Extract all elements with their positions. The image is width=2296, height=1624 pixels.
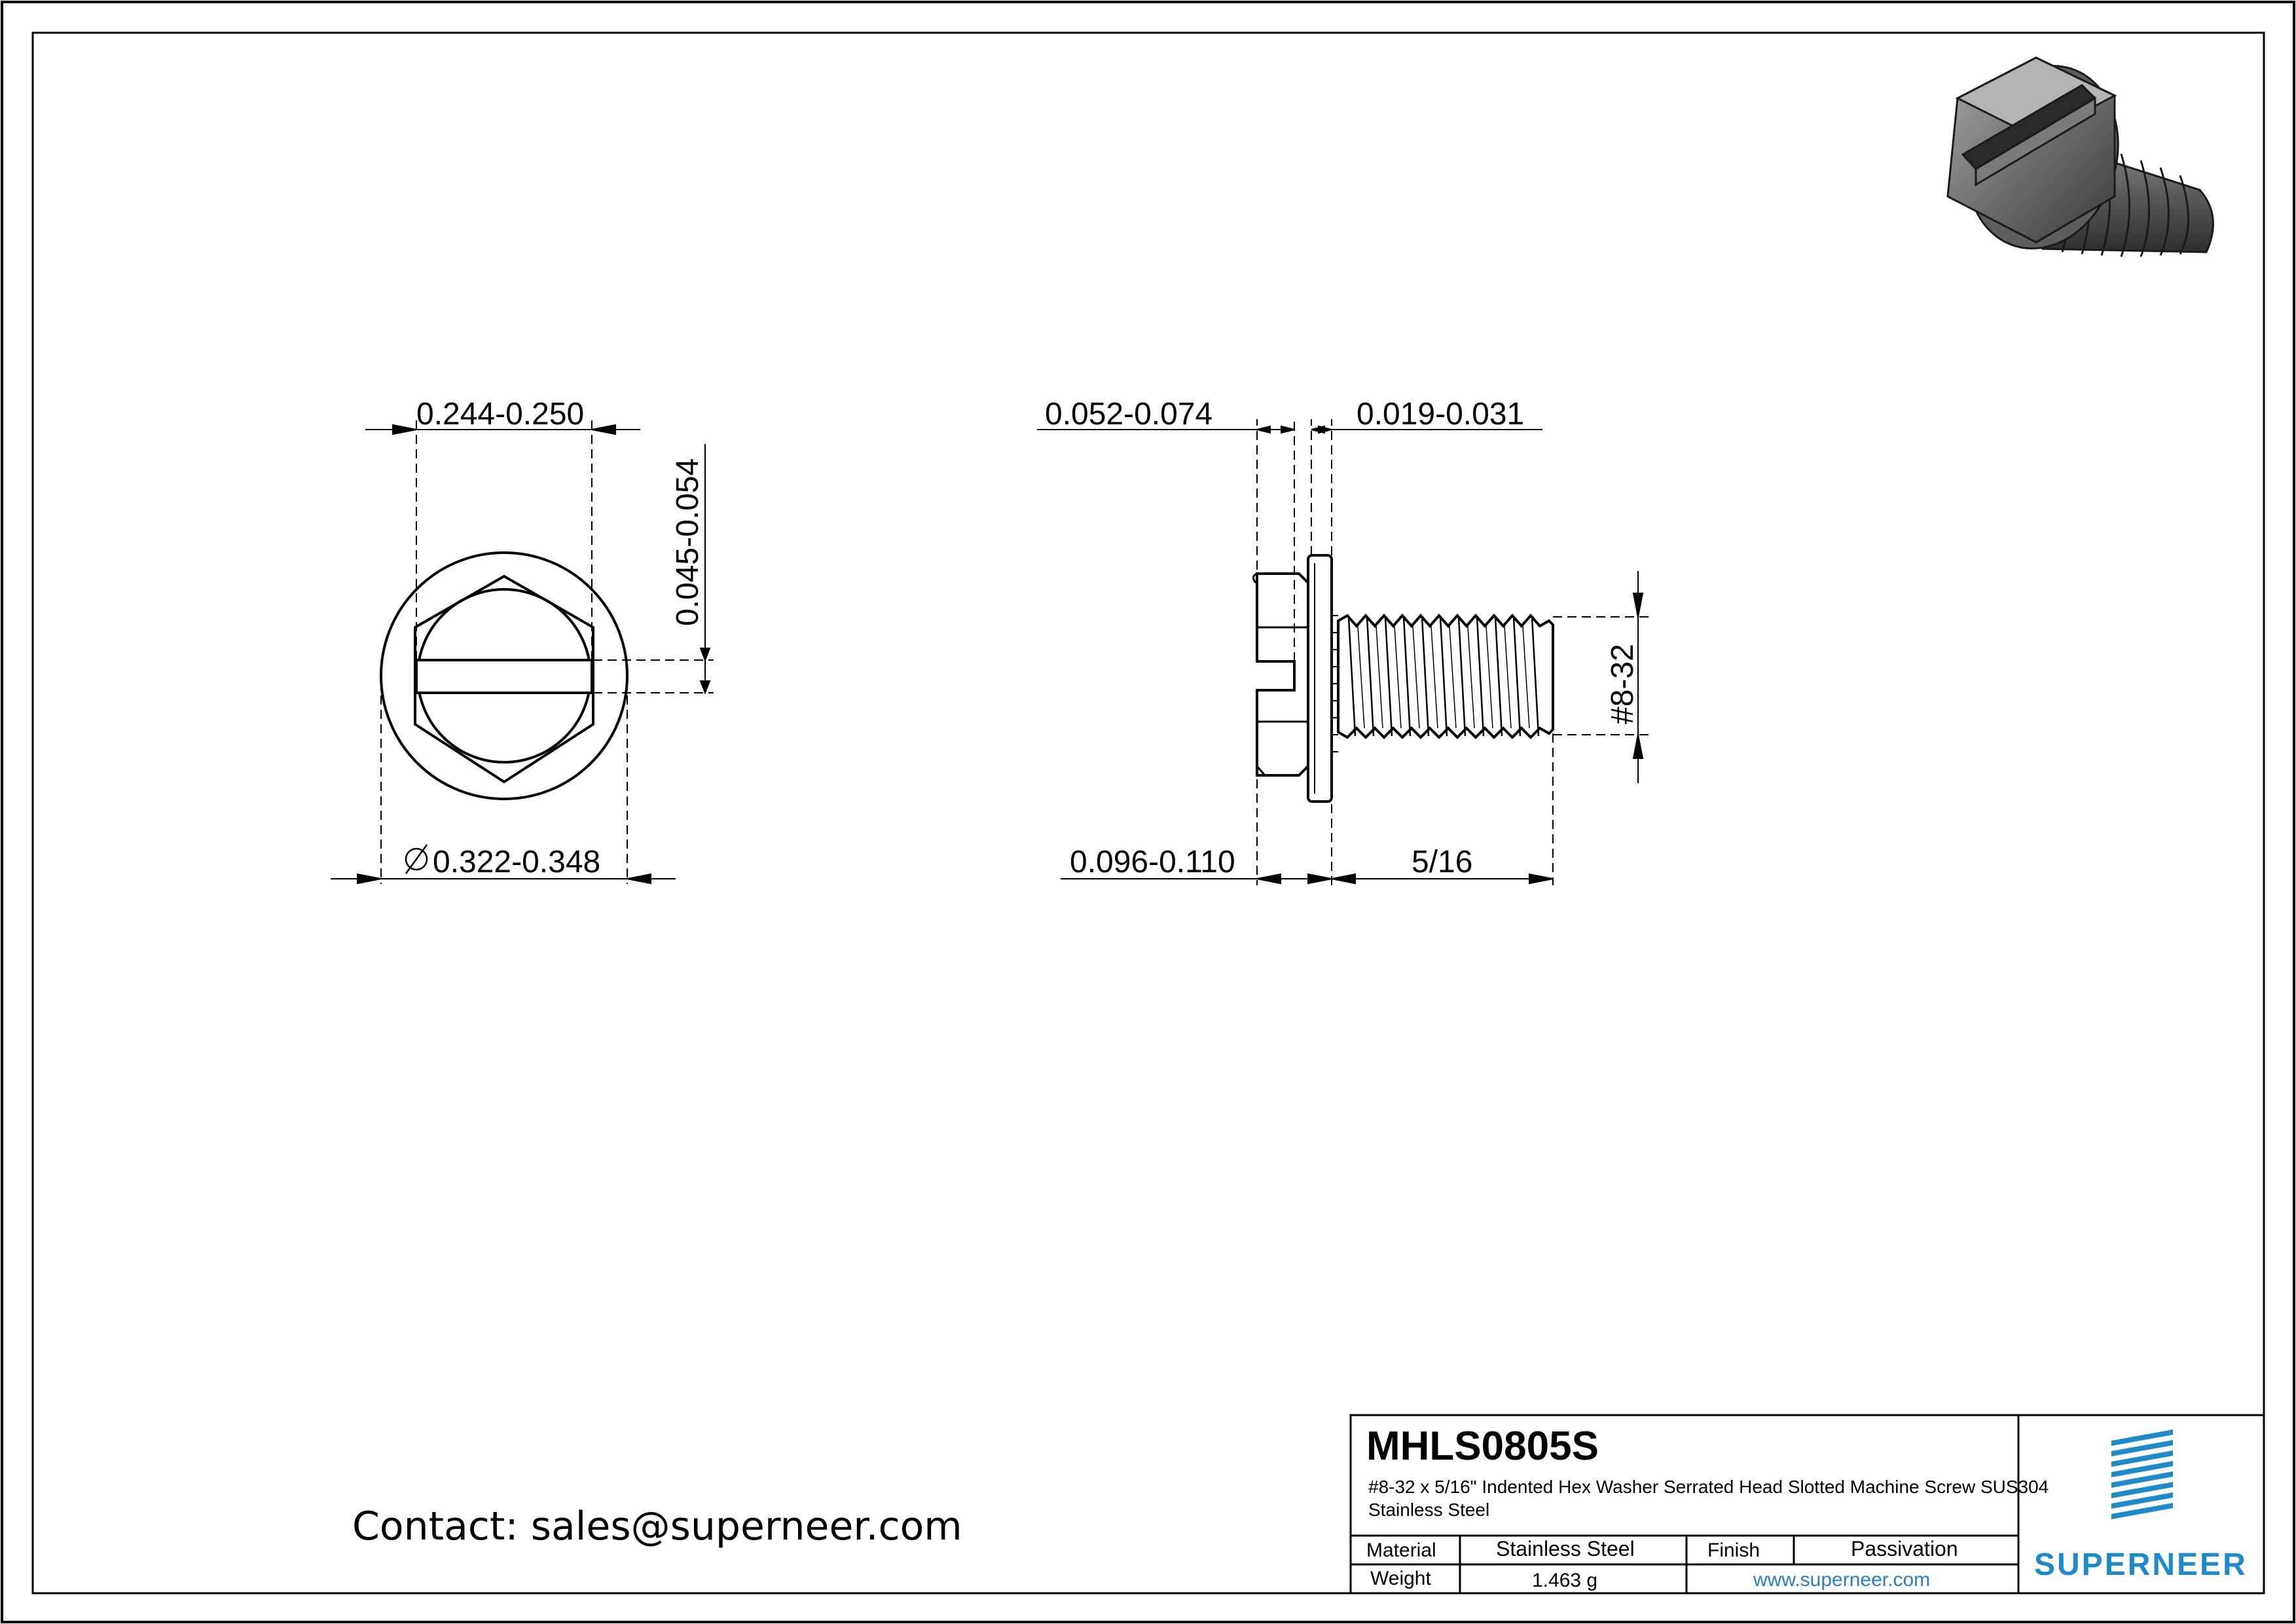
- drawing-frame: [2, 2, 2294, 1622]
- website-link[interactable]: www.superneer.com: [1753, 1569, 1931, 1591]
- brand-name: SUPERNEER: [2034, 1547, 2248, 1582]
- contact-email: Contact: sales@superneer.com: [352, 1504, 962, 1549]
- dim-text-slot-width: 0.045-0.054: [670, 458, 705, 626]
- dim-text-hex-height: 0.052-0.074: [1045, 397, 1213, 432]
- dim-text-head-height: 0.096-0.110: [1070, 845, 1235, 879]
- weight-label: Weight: [1370, 1568, 1431, 1589]
- part-number: MHLS0805S: [1366, 1424, 1599, 1469]
- part-description: #8-32 x 5/16" Indented Hex Washer Serrated Head Slotted Machine Screw SUS304 Stainless Steel: [1368, 1477, 2049, 1520]
- dim-text-washer-thickness: 0.019-0.031: [1357, 397, 1525, 432]
- dim-text-washer-diameter: 0.322-0.348: [433, 845, 601, 879]
- dim-text-slot-span: 0.244-0.250: [416, 397, 585, 432]
- finish-label: Finish: [1707, 1540, 1760, 1561]
- front-view: [331, 419, 714, 884]
- screw-3d-thumbnail: [1944, 46, 2214, 268]
- weight-value: 1.463 g: [1532, 1570, 1598, 1591]
- side-view: [1037, 419, 1650, 885]
- dim-text-length: 5/16: [1412, 845, 1473, 879]
- slot-outline: [416, 660, 592, 693]
- finish-value: Passivation: [1851, 1537, 1958, 1560]
- washer-profile: [1308, 555, 1332, 802]
- dim-text-thread: #8-32: [1605, 644, 1640, 724]
- material-label: Material: [1366, 1540, 1436, 1561]
- hex-head-profile: [1257, 574, 1308, 775]
- material-value: Stainless Steel: [1496, 1537, 1635, 1560]
- dim-slot-span: [365, 419, 640, 660]
